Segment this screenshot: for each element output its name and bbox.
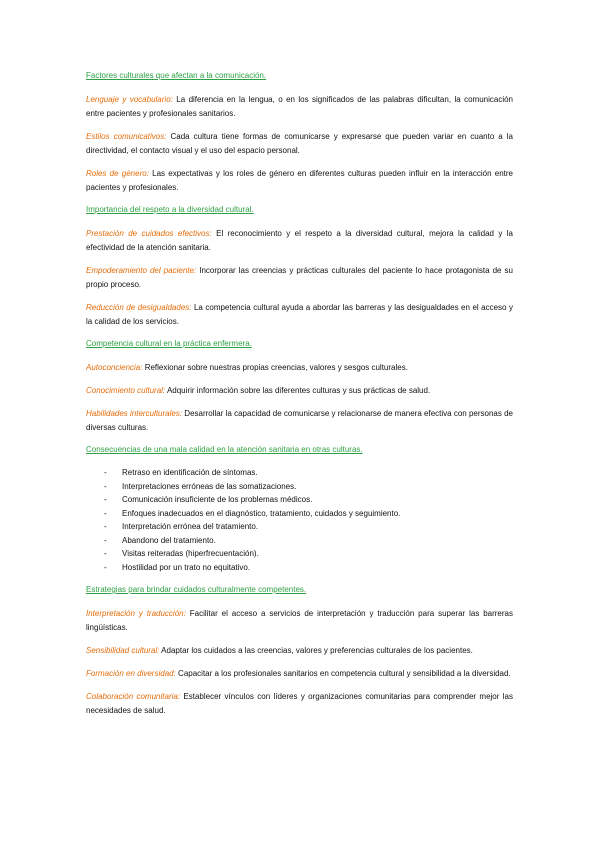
list-bullet: - <box>104 562 107 572</box>
consequences-list <box>86 466 513 574</box>
paragraph <box>86 690 513 718</box>
paragraph-text: El reconocimiento y el respeto a la diversidad cultural, mejora la calidad y la efectividad de la atención sanitaria. <box>86 229 513 252</box>
list-bullet: - <box>104 535 107 545</box>
list-item-text: Interpretación errónea del tratamiento. <box>122 522 259 531</box>
list-bullet: - <box>104 468 107 477</box>
paragraph <box>86 264 513 292</box>
paragraph <box>86 644 513 658</box>
paragraph <box>86 301 513 329</box>
list-bullet: - <box>104 549 107 558</box>
term-label: Estilos comunicativos: <box>86 132 167 141</box>
paragraph-text: Adaptar los cuidados a las creencias, valores y preferencias culturales de los pacientes. <box>159 646 473 655</box>
list-item <box>86 561 513 575</box>
list-item <box>86 534 513 548</box>
paragraph <box>86 93 513 121</box>
paragraph-text: Adquirir información sobre las diferentes culturas y sus prácticas de salud. <box>165 386 431 395</box>
list-item-text: Interpretaciones erróneas de las somatizaciones. <box>122 481 297 491</box>
paragraph-text: La competencia cultural ayuda a abordar las barreras y las desigualdades en el acceso y la calidad de los servicios. <box>86 303 513 326</box>
paragraph-text: Cada cultura tiene formas de comunicarse y expresarse que pueden variar en cuanto a la directividad, el contacto visual y el uso del espacio personal. <box>86 132 513 155</box>
term-label: Sensibilidad cultural: <box>86 646 160 655</box>
list-bullet: - <box>104 522 107 531</box>
term-label: Autoconciencia: <box>86 363 143 372</box>
list-item-text: Comunicación insuficiente de los problemas médicos. <box>122 495 313 504</box>
term-label: Conocimiento cultural: <box>86 386 166 395</box>
paragraph <box>86 607 513 635</box>
paragraph-text: Facilitar el acceso a servicios de interpretación y traducción para superar las barreras lingüísticas. <box>86 609 513 632</box>
paragraph-text: Incorporar las creencias y prácticas culturales del paciente lo hace protagonista de su propio proceso. <box>86 266 513 289</box>
list-item-text: Hostilidad por un trato no equitativo. <box>122 562 251 572</box>
section-heading: Factores culturales que afectan a la comunicación. <box>86 71 267 80</box>
list-item <box>86 480 513 494</box>
list-item <box>86 547 513 561</box>
section-heading: Estrategias para brindar cuidados culturalmente competentes. <box>86 585 307 594</box>
paragraph <box>86 407 513 435</box>
paragraph <box>86 361 513 375</box>
paragraph-text: Reflexionar sobre nuestras propias creencias, valores y sesgos culturales. <box>142 363 408 372</box>
term-label: Prestación de cuidados efectivos: <box>86 229 212 238</box>
list-item <box>86 466 513 480</box>
list-bullet: - <box>104 481 107 491</box>
section-heading: Consecuencias de una mala calidad en la atención sanitaria en otras culturas. <box>86 445 363 454</box>
paragraph-text: Capacitar a los profesionales sanitarios en competencia cultural y sensibilidad a la diversidad. <box>175 669 511 678</box>
paragraph <box>86 227 513 255</box>
paragraph <box>86 130 513 158</box>
term-label: Interpretación y traducción: <box>86 609 186 618</box>
paragraph <box>86 667 513 681</box>
list-item-text: Visitas reiteradas (hiperfrecuentación). <box>122 549 259 558</box>
list-bullet: - <box>104 508 107 518</box>
paragraph <box>86 167 513 195</box>
section-heading: Competencia cultural en la práctica enfermera. <box>86 339 252 348</box>
term-label: Formación en diversidad: <box>86 669 176 678</box>
term-label: Empoderamiento del paciente: <box>86 266 197 275</box>
term-label: Habilidades interculturales: <box>86 409 183 418</box>
list-item-text: Enfoques inadecuados en el diagnóstico, tratamiento, cuidados y seguimiento. <box>122 508 401 518</box>
paragraph <box>86 384 513 398</box>
list-item-text: Retraso en identificación de síntomas. <box>122 468 258 477</box>
list-item <box>86 507 513 521</box>
section-heading: Importancia del respeto a la diversidad cultural. <box>86 205 254 214</box>
paragraph-text: Establecer vínculos con líderes y organizaciones comunitarias para comprender mejor las necesidades de salud. <box>86 692 513 715</box>
list-item <box>86 520 513 534</box>
term-label: Colaboración comunitaria: <box>86 692 181 701</box>
paragraph-text: Las expectativas y los roles de género en diferentes culturas pueden influir en la interacción entre pacientes y profesionales. <box>86 169 513 192</box>
list-item <box>86 493 513 507</box>
list-item-text: Abandono del tratamiento. <box>122 535 216 545</box>
term-label: Reducción de desigualdades: <box>86 303 192 312</box>
list-bullet: - <box>104 495 107 504</box>
term-label: Roles de género: <box>86 169 149 178</box>
paragraph-text: La diferencia en la lengua, o en los significados de las palabras dificultan, la comunicación entre pacientes y profesionales sanitarios. <box>86 95 513 118</box>
term-label: Lenguaje y vocabulario: <box>86 95 173 104</box>
paragraph-text: Desarrollar la capacidad de comunicarse y relacionarse de manera efectiva con personas de diversas culturas. <box>86 409 513 432</box>
